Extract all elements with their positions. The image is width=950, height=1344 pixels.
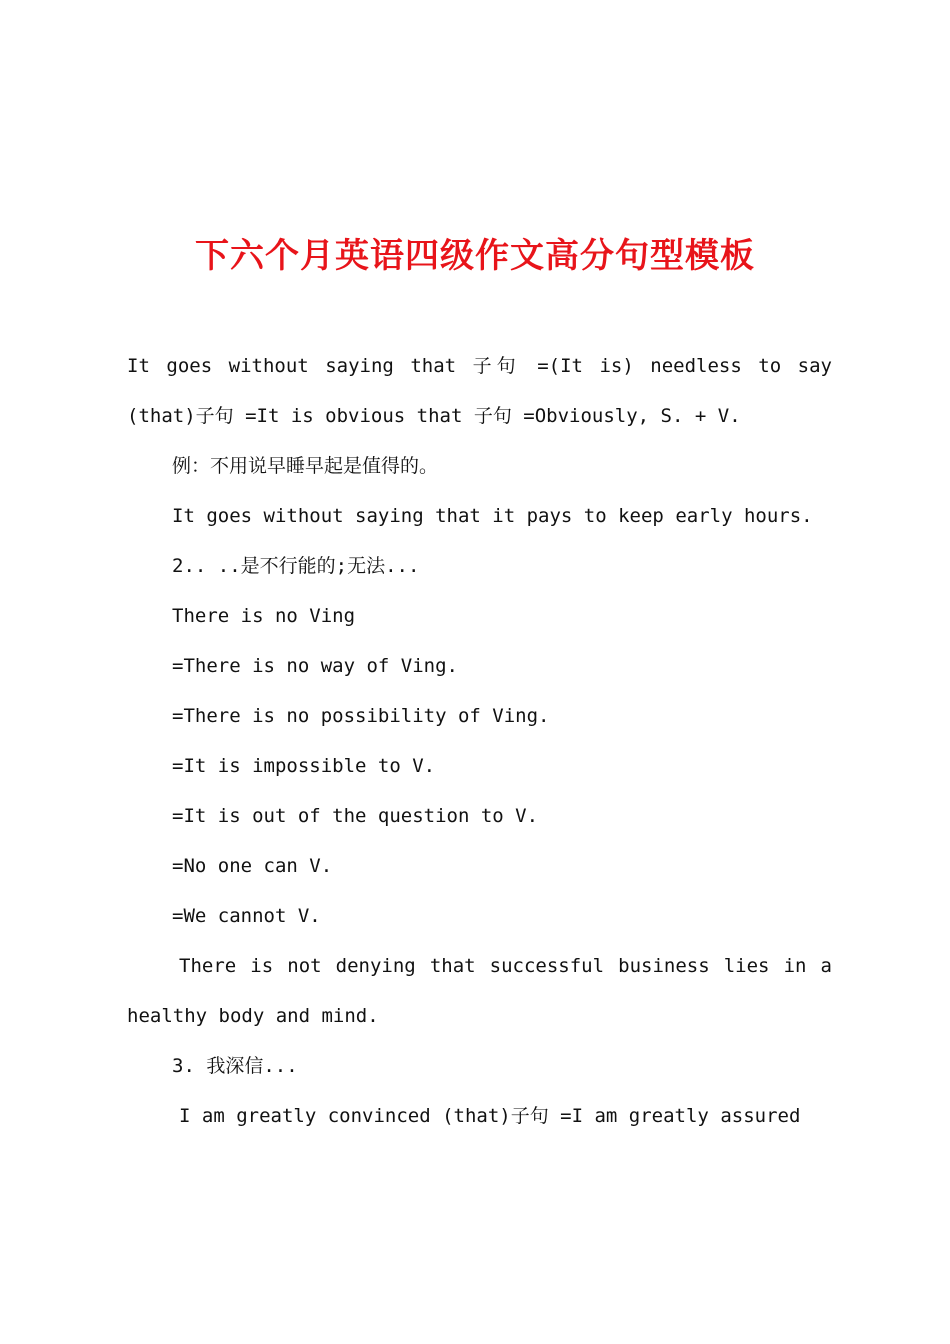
paragraph-9: =It is out of the question to V. [172,805,539,827]
paragraph-11: =We cannot V. [172,905,321,927]
paragraph-1: It goes without saying that 子句 =(It is) needless to say (that)子句 =It is obvious that 子句 =Obviously, S. + V. [127,355,832,427]
document-body [127,341,832,1141]
paragraph-5: There is no Ving [172,605,356,627]
document-title: 下六个月英语四级作文高分句型模板 [195,235,755,276]
paragraph-2: 例：不用说早睡早起是值得的。 [172,455,439,477]
paragraph-12: There is not denying that successful business lies in a healthy body and mind. [127,955,832,1027]
paragraph-7: =There is no possibility of Ving. [172,705,550,727]
paragraph-13: 3. 我深信... [172,1055,298,1077]
paragraph-8: =It is impossible to V. [172,755,436,777]
paragraph-3: It goes without saying that it pays to keep early hours. [172,505,813,527]
paragraph-6: =There is no way of Ving. [172,655,458,677]
paragraph-14: I am greatly convinced (that)子句 =I am greatly assured [179,1105,801,1127]
paragraph-4: 2.. ..是不行能的;无法... [172,555,420,577]
paragraph-10: =No one can V. [172,855,333,877]
